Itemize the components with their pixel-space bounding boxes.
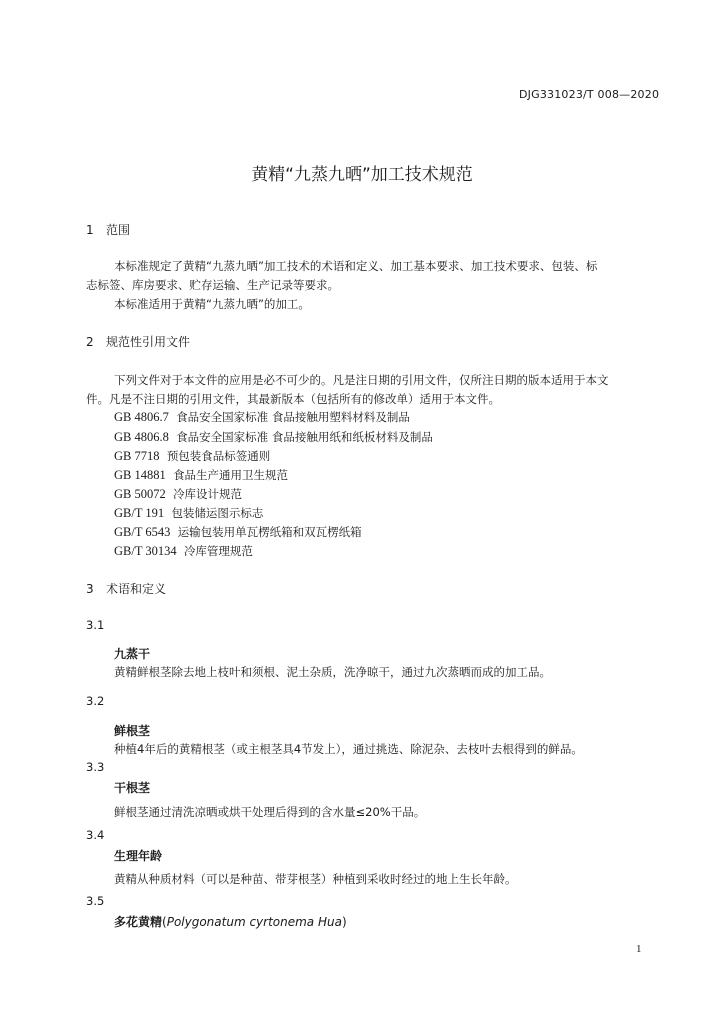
term-number: 3.5 <box>86 894 105 908</box>
section-number: 3 <box>86 582 94 596</box>
page-title: 黄精“九蒸九晒”加工技术规范 <box>251 165 473 185</box>
term-name-with-latin <box>114 913 347 930</box>
document-number: DJG331023/T 008—2020 <box>519 88 660 101</box>
term-number: 3.4 <box>86 828 105 842</box>
reference-item: GB 50072 冷库设计规范 <box>114 487 243 501</box>
section-heading-normative-references <box>86 333 190 350</box>
section-number: 2 <box>86 335 94 349</box>
term-definition: 黄精鲜根茎除去地上枝叶和须根、泥土杂质，洗净晾干，通过九次蒸晒而成的加工品。 <box>114 665 551 679</box>
latin-open-paren: ( <box>162 915 167 929</box>
section-number: 1 <box>86 223 94 237</box>
reference-item: GB/T 191 包装储运图示标志 <box>114 506 264 520</box>
term-number: 3.3 <box>86 760 105 774</box>
latin-name: Polygonatum cyrtonema Hua <box>166 915 342 929</box>
scope-paragraph-2: 本标准适用于黄精“九蒸九晒”的加工。 <box>114 297 310 311</box>
term-number: 3.2 <box>86 694 105 708</box>
term-name: 干根茎 <box>114 781 151 795</box>
term-name: 多花黄精 <box>114 915 163 929</box>
reference-item: GB/T 6543 运输包装用单瓦楞纸箱和双瓦楞纸箱 <box>114 525 362 539</box>
reference-item: GB 4806.8 食品安全国家标准 食品接触用纸和纸板材料及制品 <box>114 430 433 444</box>
reference-item: GB/T 30134 冷库管理规范 <box>114 544 253 558</box>
reference-item: GB 4806.7 食品安全国家标准 食品接触用塑料材料及制品 <box>114 410 410 424</box>
page-number: 1 <box>636 943 642 955</box>
reference-item: GB 14881 食品生产通用卫生规范 <box>114 468 289 482</box>
reference-item: GB 7718 预包装食品标签通则 <box>114 449 271 463</box>
section-heading-scope <box>86 221 130 238</box>
section-title: 范围 <box>106 223 131 237</box>
term-definition: 黄精从种质材料（可以是种苗、带芽根茎）种植到采收时经过的地上生长年龄。 <box>114 872 517 886</box>
section-heading-terms-definitions <box>86 580 166 597</box>
scope-paragraph-line-2: 志标签、库房要求、贮存运输、生产记录等要求。 <box>86 278 339 292</box>
latin-close-paren: ) <box>341 915 347 929</box>
section-title: 术语和定义 <box>106 582 167 596</box>
term-number: 3.1 <box>86 618 105 632</box>
term-name: 生理年龄 <box>114 849 163 863</box>
scope-paragraph-line-1: 本标准规定了黄精“九蒸九晒”加工技术的术语和定义、加工基本要求、加工技术要求、包装、标 <box>114 259 598 273</box>
references-intro-line-2: 件。凡是不注日期的引用文件，其最新版本（包括所有的修改单）适用于本文件。 <box>86 392 500 406</box>
term-definition: 鲜根茎通过清洗凉晒或烘干处理后得到的含水量≤20%干品。 <box>114 805 426 819</box>
references-intro-line-1: 下列文件对于本文件的应用是必不可少的。凡是注日期的引用文件，仅所注日期的版本适用于本文 <box>114 373 609 387</box>
term-name: 九蒸干 <box>114 647 151 661</box>
section-title: 规范性引用文件 <box>106 335 191 349</box>
term-name: 鲜根茎 <box>114 724 151 738</box>
term-definition: 种植4年后的黄精根茎（或主根茎具4节发上），通过挑选、除泥杂、去枝叶去根得到的鲜品。 <box>114 742 583 756</box>
